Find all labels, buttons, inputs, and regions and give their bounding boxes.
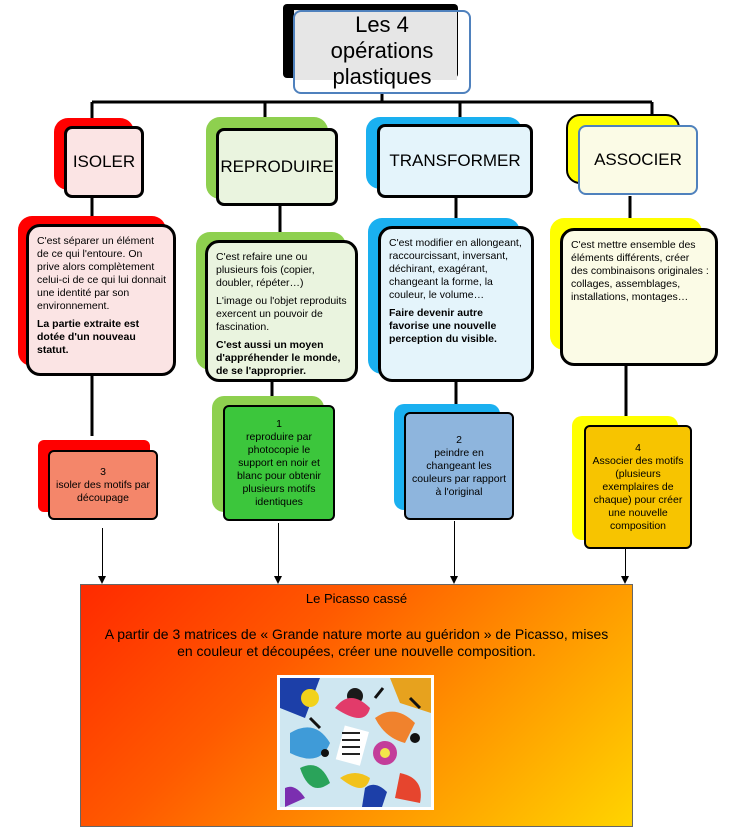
arrowhead-reproduire	[274, 576, 282, 584]
reproduire-description-text-1: C'est refaire une ou plusieurs fois (copier, doubler, répéter…)	[216, 251, 315, 289]
associer-heading: ASSOCIER	[578, 125, 698, 195]
isoler-step-number: 3	[100, 465, 106, 478]
isoler-description-emphasis: La partie extraite est dotée d'un nouveau statut.	[37, 318, 140, 356]
associer-step-number: 4	[635, 441, 641, 454]
associer-step	[584, 425, 692, 549]
transformer-step-number: 2	[456, 433, 462, 446]
transformer-step	[404, 412, 514, 520]
transformer-description	[378, 226, 534, 382]
arrow-associer	[625, 549, 626, 578]
reproduire-description	[205, 240, 358, 382]
associer-step-text: Associer des motifs (plusieurs exemplaires de chaque) pour créer une nouvelle composition	[592, 454, 684, 532]
reproduire-step-text: reproduire par photocopie le support en noir et blanc pour obtenir plusieurs motifs identiques	[236, 430, 322, 508]
picasso-title: Le Picasso cassé	[305, 591, 408, 606]
arrowhead-isoler	[98, 576, 106, 584]
diagram-title: Les 4 opérations plastiques	[330, 12, 434, 89]
reproduire-description-text-2: L'image ou l'objet reproduits exercent un pouvoir de fascination.	[216, 295, 347, 333]
reproduire-heading: REPRODUIRE	[216, 128, 338, 206]
reproduire-step-number: 1	[276, 417, 282, 430]
isoler-description-text: C'est séparer un élément de ce qui l'entoure. On prive alors complètement celui-ci de ce qui lui donnait une identité par son environnement.	[37, 235, 166, 312]
picasso-description: A partir de 3 matrices de « Grande nature morte au guéridon » de Picasso, mises en couleur et découpées, créer une nouvelle composition.	[104, 626, 609, 659]
associer-description-text: C'est mettre ensemble des éléments différents, créer des combinaisons originales : collages, assemblages, installations, montages…	[571, 239, 709, 303]
isoler-heading: ISOLER	[64, 126, 144, 198]
arrow-transformer	[454, 521, 455, 578]
reproduire-step	[223, 405, 335, 521]
transformer-description-text: C'est modifier en allongeant, raccourcissant, inversant, déchirant, exagérant, changeant la forme, la couleur, le volume…	[389, 237, 522, 301]
artwork-illustration	[280, 678, 431, 807]
transformer-description-emphasis: Faire devenir autre favorise une nouvelle perception du visible.	[389, 307, 497, 345]
transformer-heading: TRANSFORMER	[377, 124, 533, 198]
arrowhead-transformer	[450, 576, 458, 584]
isoler-step-text: isoler des motifs par découpage	[56, 478, 150, 504]
reproduire-description-emphasis: C'est aussi un moyen d'appréhender le monde, de se l'approprier.	[216, 339, 341, 377]
artwork-image	[277, 675, 434, 810]
isoler-step	[48, 450, 158, 520]
transformer-step-text: peindre en changeant les couleurs par rapport à l'original	[412, 446, 506, 498]
isoler-description	[26, 224, 176, 376]
associer-description	[560, 228, 718, 366]
arrow-isoler	[102, 528, 103, 578]
arrow-reproduire	[278, 523, 279, 578]
arrowhead-associer	[621, 576, 629, 584]
